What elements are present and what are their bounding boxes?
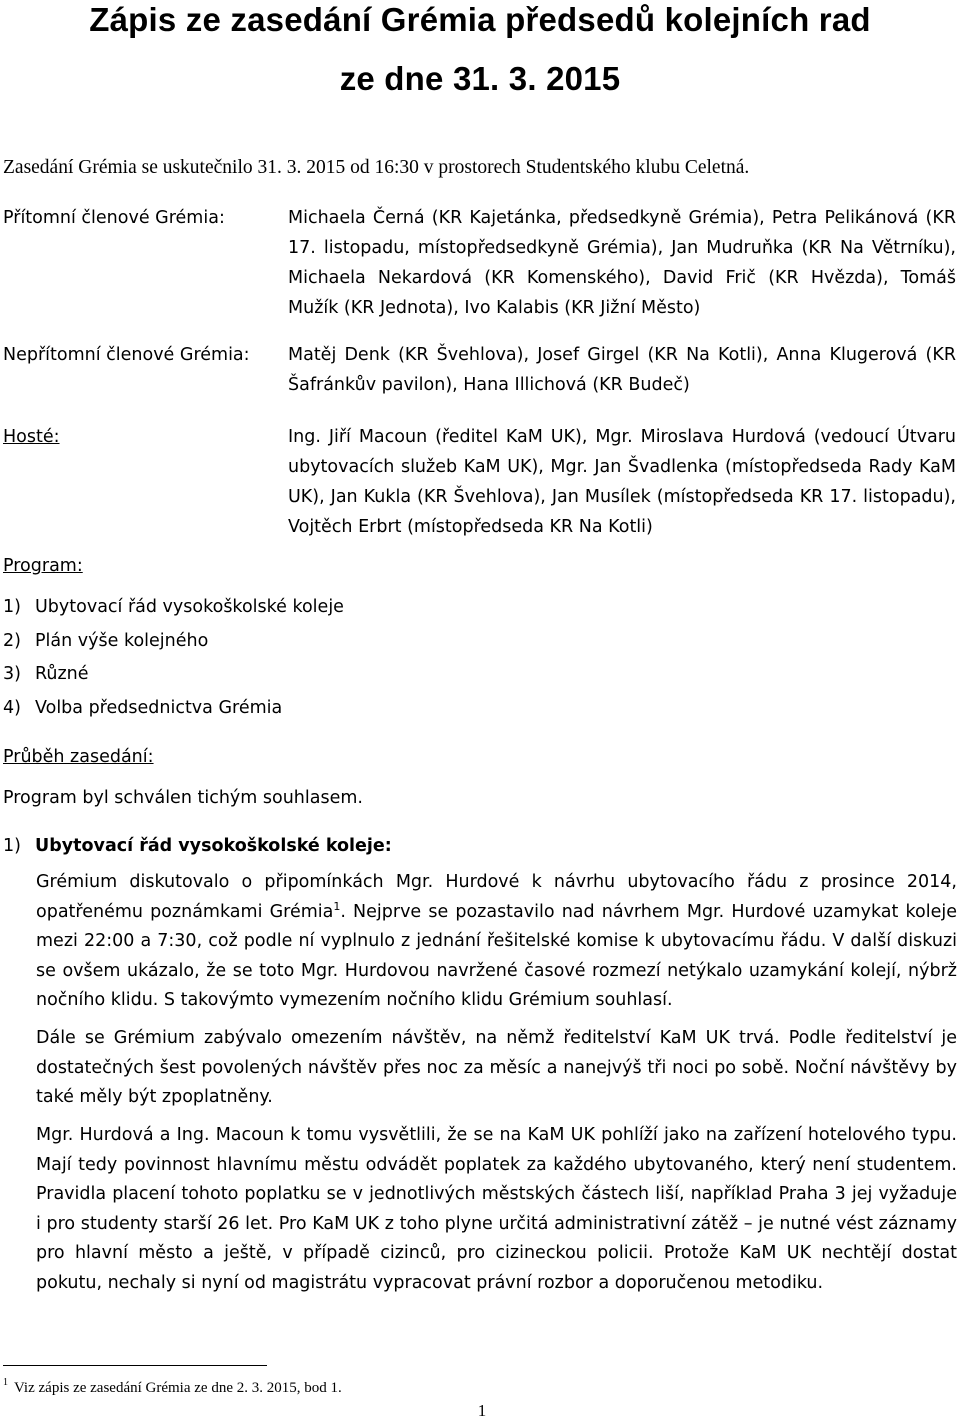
absent-members-label: Nepřítomní členové Grémia:	[3, 345, 250, 365]
program-list	[3, 591, 344, 725]
program-approval: Program byl schválen tichým souhlasem.	[3, 788, 363, 808]
section1-paragraph-2: Dále se Grémium zabývalo omezením návštěv, na němž ředitelství KaM UK trvá. Podle ředitelství je dostatečných šest povolených návštěv přes noc za měsíc a nanejvýš tři noci po sobě. Noční návštěvy by také měly být zpoplatněny.	[36, 1028, 957, 1107]
absent-members-text: Matěj Denk (KR Švehlova), Josef Girgel (KR Na Kotli), Anna Klugerová (KR Šafránkův pavilon), Hana Illichová (KR Budeč)	[288, 345, 956, 395]
program-item: 3) Různé	[3, 664, 89, 684]
page-number: 1	[477, 1401, 487, 1420]
section1-paragraph-1: Grémium diskutovalo o připomínkách Mgr. Hurdové k návrhu ubytovacího řádu z prosince 2014, opatřenému poznámkami Grémia$^1$. Nejprve se pozastavilo nad návrhem Mgr. Hurdové uzamykat koleje mezi 22:00 a 7:30, což podle ní vyplnulo z jednání řešitelské komise k ubytovacímu řádu. V další diskuzi se ovšem ukázalo, že se toto Mgr. Hurdovou navržené časové rozmezí netýkalo uzamykání kolejí, nýbrž nočního klidu. S takovýmto vymezením nočního klidu Grémium souhlasí.	[36, 872, 957, 1010]
footnote-reference: 1	[333, 899, 341, 913]
document-date-title: ze dne 31. 3. 2015	[339, 60, 621, 97]
footnote-divider	[3, 1365, 267, 1366]
program-item: 4) Volba předsednictva Grémia	[3, 697, 283, 718]
proceedings-label: Průběh zasedání:	[3, 747, 154, 767]
section1-paragraph-3: Mgr. Hurdová a Ing. Macoun k tomu vysvětlili, že se na KaM UK pohlíží jako na zařízení hotelového typu. Mají tedy povinnost hlavnímu městu odvádět poplatek za každého ubytovaného, který není studentem. Pravidla placení tohoto poplatku se v jednotlivých městských částech liší, například Praha 3 jej vyžaduje i pro studenty starší 26 let. Pro KaM UK z toho plyne určitá administrativní zátěž – je nutné vést záznamy pro hlavní město a ještě, v případě cizinců, pro cizineckou policii. Protože KaM UK nechtějí dostat pokutu, nechaly si nyní od magistrátu vypracovat právní rozbor a doporučenou metodiku.	[36, 1125, 957, 1293]
program-item: 1) Ubytovací řád vysokoškolské koleje	[3, 597, 344, 617]
guests-label: Hosté:	[3, 427, 60, 447]
meeting-intro: Zasedání Grémia se uskutečnilo 31. 3. 2015 od 16:30 v prostorech Studentského klubu Celetná.	[3, 157, 750, 178]
present-members-label: Přítomní členové Grémia:	[3, 208, 225, 228]
program-label: Program:	[3, 556, 83, 576]
present-members-text: Michaela Černá (KR Kajetánka, předsedkyně Grémia), Petra Pelikánová (KR 17. listopadu, místopředsedkyně Grémia), Jan Mudruňka (KR Na Větrníku), Michaela Nekardová (KR Komenského), David Frič (KR Hvězda), Tomáš Mužík (KR Jednota), Ivo Kalabis (KR Jižní Město)	[288, 208, 956, 318]
program-item: 2) Plán výše kolejného	[3, 630, 209, 651]
guests-text: Ing. Jiří Macoun (ředitel KaM UK), Mgr. Miroslava Hurdová (vedoucí Útvaru ubytovacích služeb KaM UK), Mgr. Jan Švadlenka (místopředseda Rady KaM UK), Jan Kukla (KR Švehlova), Jan Musílek (místopředseda KR 17. listopadu), Vojtěch Erbrt (místopředseda KR Na Kotli)	[288, 427, 956, 537]
document-title: Zápis ze zasedání Grémia předsedů kolejních rad	[89, 1, 871, 38]
section-heading: 1) Ubytovací řád vysokoškolské koleje:	[3, 836, 392, 856]
footnote: $^1$ Viz zápis ze zasedání Grémia ze dne 2. 3. 2015, bod 1.	[3, 1377, 342, 1396]
